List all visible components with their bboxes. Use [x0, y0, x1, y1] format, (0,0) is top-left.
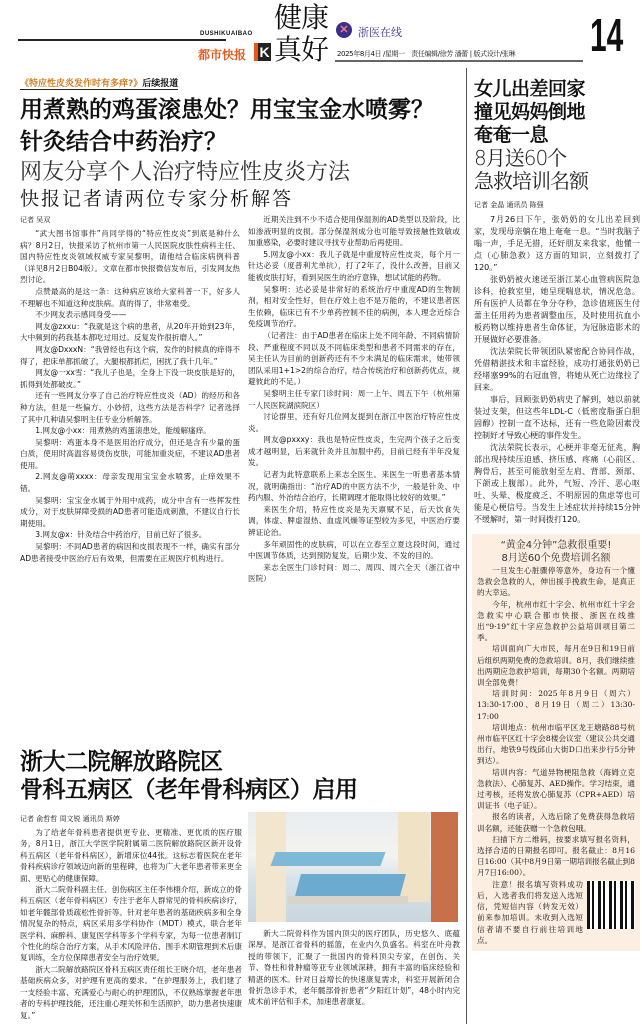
sidebar-content [472, 214, 640, 951]
dateline-rule [335, 60, 583, 62]
headline [20, 94, 465, 158]
paragraph: 讨论群里，还有好几位网友提到在浙江中医治疗特应性皮炎。 [248, 412, 460, 433]
paragraph: 来医生介绍，特应性皮炎是先天禀赋不足，后天饮食失调，体虚、脾虚湿热、血虚风燥等证型较为多见，中医治疗要辨证论治。 [248, 504, 460, 538]
paragraph: 今年，杭州市红十字会、杭州市红十字会急救实中心联合都市快报、浙医在线推出“9·19”红十字应急救护公益培训项目第二季。 [477, 599, 635, 643]
column-divider [466, 68, 467, 1024]
paragraph: 点赞最高的是这一条：这种病应该给大家科普一下，好多人不理解也不知道这种皮肤病。真的得了，非常难受。 [20, 286, 240, 308]
paragraph: 沈法荣院长带领团队紧密配合协同作战，凭借精湛技术和丰富经验，成功打通张奶奶已经堵塞99%的右冠血管，将她从死亡边缘拉了回来。 [474, 347, 640, 392]
paragraph: 不少网友表示感同身受—— [35, 310, 127, 320]
k-logo-icon: K [254, 43, 271, 61]
subheadline: 网友分享个人治疗特应性皮炎方法 [20, 160, 351, 185]
paragraph: 吴黎明：宝宝金水属于外用中成药，成分中含有一些挥发性成分，对于皮肤屏障受损的AD患者可能造成刺激，不建议自行长期使用。 [20, 495, 240, 528]
article-column [20, 228, 240, 564]
masthead-rule [18, 39, 226, 41]
kicker-suffix: 后续报道 [142, 79, 179, 89]
paragraph: 网友@pxxxy：我也是特应性皮炎，生完两个孩子之后变成才越明显，后来就针灸并且加服中药，目前已经有半年没复发。 [248, 435, 460, 468]
sidebar-subheadline [474, 147, 588, 193]
paragraph: 新大二院骨科作为国内顶尖的医疗团队，历史悠久、底蕴深厚，是浙江省骨科的摇篮，在业内久负盛名。科室在叶舟教授的带领下，汇聚了一批国内的骨科顶尖专家，在创伤、关节、脊柱和骨肿瘤等亚专业领域深耕，拥有丰富的临床经验和精湛的医术。针对日益增长的快速康复需求，科室开展新闭合骨折急诊手术，老年髋部骨折患者“夕阳红计划”，48小时内完成术前评估和手术，加速患者康复。 [248, 929, 460, 1007]
paragraph: 2.网友@萌xxxx：母亲发现用宝宝金水喷雾，止痒效果不错。 [20, 472, 240, 494]
qr-code-icon[interactable] [587, 881, 635, 929]
paragraph: 张奶奶被火速送至浙江某心血管病医院急诊科，抢救室里，她呈现喘息状，情况危急。所有医护人员都在争分夺秒，急诊值班医生付蕾主任用药为患者调整血压，及时使用抗血小板药物以维持患者生命体征，为冠脉造影术的开展做好必要准备。 [474, 275, 640, 344]
promo-subtitle: 8月送60个免费培训名额 [501, 553, 611, 564]
paragraph: 培训面向广大市民，每月在9日和19日前后组织两期免费的急救培训。8月，我们继续推出两期应急救护培训，每期30个名额。两期培训全部免费！ [477, 644, 635, 688]
paragraph: 培训地点：杭州市临平区龙王塘路88号杭州市临平区红十字会8楼会议室（建议公共交通出行，地铁9号线邱山大街D口出来步行5分钟到达）。 [477, 722, 635, 766]
byline-2: 记者 俞哲哲 周文锐 通讯员 斯婷 [20, 815, 120, 823]
promo-title: “黄金4分钟”急救很重要! [500, 540, 612, 551]
headline-line: 骨科五病区（老年骨科病区）启用 [20, 777, 358, 803]
dateline: 2025年8月4日 /星期一 责任编辑/徐芳 潘蕾 | 版式设计/张琳 [337, 50, 516, 58]
subheadline-line: 8月送60个 [474, 146, 567, 170]
paragraph: 沈法荣院长表示，心梗并非毫无征兆，胸部出现持续压迫感、挤压感、疼痛（心前区、胸骨后，甚至可能放射至左肩、背部、颈部、下颌或上腹部）。此外，气短、冷汗、恶心呕吐、头晕、极度疲乏、不明原因的焦虑等也可能是心梗信号。当发生上述症状并持续15分钟不缓解时，第一时间拨打120。 [474, 443, 640, 524]
paragraph: 网友@DxxxN：“我曾经也有这个病，发作的时候真的痒得不得了，把床单都抓破了，大腿根都抓烂，困扰了我十几年。” [20, 344, 240, 366]
paragraph: 事后，回顾张奶奶病史了解到，她以前就装过支架，但这些年LDL-C（低密度脂蛋白胆固醇）控制一直不达标，还有一些危险因素没控制好才导致心梗的事件发生。 [474, 395, 640, 440]
paragraph: 3.网友@x：针灸结合中药治疗，目前已好了很多。 [35, 530, 207, 540]
paragraph: 多年顽固性的皮肤病，可以在立春至立夏这段时间，通过中医调节体质，达到预防复发，后期少发、不发的目的。 [248, 539, 460, 561]
paragraph: 吴黎明：鸡蛋本身不是医用治疗成分，但还是含有少量的蛋白质，使用时高温容易烫伤皮肤，可能加重炎症，不建议AD患者使用。 [20, 437, 240, 470]
article-column [248, 214, 460, 585]
subheadline-line: 急救培训名额 [474, 169, 588, 193]
paragraph: 记者为此特意联系上来志全医生。来医生一听患者基本情况，就明确指出：“治疗AD的中医方法不少，一般是针灸、中药内服、外治结合治疗，长期调理才能取得比较好的效果。” [248, 470, 460, 503]
article-column [20, 827, 242, 1021]
sidebar-byline: 记者 金晶 通讯员 陈强 [474, 201, 544, 209]
kicker-series: 《特应性皮炎发作时有多痒?》 [20, 79, 143, 89]
paragraph: 吴黎明主任专家门诊时间：周一上午、周五下午（杭州第一人民医院湖滨院区） [248, 388, 460, 410]
paragraph: “武大图书馆事件”肖同学得的“特应性皮炎”到底是种什么病？8月2日，快报采访了杭州市第一人民医院皮肤性病科主任、国内特应性皮炎领域权威专家吴黎明，请他结合临床病例科普（详见8月2日B04版）。文章在都市快报微信发布后，引发网友热烈讨论。 [20, 229, 240, 285]
paragraph: 来志全医生门诊时间：周二、周四、周六全天（浙江省中医院） [248, 562, 460, 584]
paragraph: 报名的读者，入选后除了免费获得急救培训名额，还能获赠一个急救包哦。 [477, 812, 635, 833]
paragraph: 注意！报名填写资料成功后，入选者我们将发送入选短信，凭短信内容（转发无效）前来参加培训。未收到入选短信者请不要自行前往培训地点。 [477, 879, 583, 945]
paragraph: （记者注：由于AD患者在临床上处不同年龄、不同病情阶段、严重程度不同以及不同临床类型和患者不同需求的存在，吴主任认为目前的创新药还有不少未满足的临床需求，她带领团队采用1+1>2的综合治疗，结合传统治疗和创新药优点，规避彼此的不足。） [248, 330, 460, 387]
headline-2 [20, 748, 358, 804]
partner-logo-icon: ✕ [336, 22, 352, 38]
paragraph: 网友@一xx雪：“我儿子也是，全身上下没一块皮肤是好的，抓得到处都破皮。” [20, 368, 240, 389]
kicker [20, 76, 178, 90]
byline: 记者 吴双 [20, 216, 51, 224]
paragraph: 为了给老年骨科患者提供更专业、更精准、更优质的医疗服务，8月1日，浙江大学医学院附属第二医院解放路院区新开设骨科五病区（老年骨科病区），新增床位44张。这标志着医院在老年骨科疾病诊疗领域迈向新的里程碑，也将为广大老年患者带来更全面、更贴心的健康保障。 [20, 828, 242, 883]
page-number: 14 [590, 9, 624, 61]
headline-line: 针灸结合中药治疗？ [20, 129, 227, 155]
ward-photo [248, 812, 458, 922]
paragraph: 培训时间：2025年8月9日（周六）13:30-17:00、8月19日（周二）13:30-17:00 [477, 689, 635, 721]
paragraph: 1.网友@小xx：用煮熟的鸡蛋滚患处，能缓解瘙痒。 [35, 426, 211, 436]
paragraph: 浙大二院解放路院区骨科五病区责任组长王晓介绍，老年患者基础疾病众多，对护理有更高的要求。“在护理服务上，我们建了一支经验丰富、充满爱心与耐心的护理团队，不仅熟练掌握老年患者的专科护理技能，还注重心理关怀和生活照护，助力患者快速康复。” [20, 964, 242, 1020]
partner-name: 浙医在线 [358, 26, 402, 39]
paragraph: 5.网友@小xx：我儿子就是中重度特应性皮炎，每个月一针达必妥（度普利尤单抗），打了2年了，没什么改善，目前又能被皮肤打好，看到吴医生的治疗意锋，想试试能的药物。 [248, 249, 460, 282]
sidebar-body [472, 214, 640, 526]
paragraph: 培训内容：气道异物梗阻急救（海姆立克急救法）、心肺复苏、AED操作。学习结束，通过考核，还将发放心肺复苏（CPR+AED）培训证书（电子证）。 [477, 767, 635, 811]
paragraph: 7月26日下午，张奶奶的女儿出差回到家，发现母亲躺在地上奄奄一息。“当时我脑子嗡一声，手足无措，还好朋友来我家，他懂一点（心肺急救）这方面的知识，立刻拨打了120。” [474, 215, 640, 272]
headline-line: 撞见妈妈倒地 [474, 101, 586, 123]
sidebar-headline [474, 78, 585, 147]
masthead-name: 都市快报 [198, 48, 247, 62]
article-column [248, 928, 460, 1008]
paragraph: 一旦发生心脏骤停等意外，身边有一个懂急救会急救的人，伸出援手挽救生命，是真正的大幸运。 [477, 566, 635, 598]
paragraph: 扫描下方二维码，按要求填写报名资料，选择合适的日期报名即可。报名截止：8月16日16:00（其中8月9日第一期培训报名截止到8月7日16:00）。 [477, 834, 635, 878]
paragraph: 还有一些网友分享了自己治疗特应性皮炎（AD）的经历和各种方法，但是一些偏方、小妙招，这些方法是否科学？记者选择了其中几种请吴黎明主任专业分析解答。 [20, 391, 240, 424]
paragraph: 吴黎明：不同AD患者的病因和皮损表现不一样，确实有部分AD患者接受中医治疗后有效果，但需要在正规医疗机构进行。 [20, 542, 240, 563]
headline-line: 奄奄一息 [474, 124, 549, 146]
headline-line: 浙大二院解放路院区 [20, 749, 223, 775]
paragraph: 浙大二院骨科副主任、创伤病区主任李伟栩介绍，新成立的骨科五病区（老年骨科病区）专注于老年人群常见的骨科疾病诊疗，如老年髋部骨质疏松性骨折等。针对老年患者的基础疾病多和全身情况复杂的特点，病区采用多学科协作（MDT）模式，联合老年医学科、麻醉科、康复医学科等多个学科专家，为每一位患者制订个性化的综合治疗方案，从手术风险评估、围手术期管理到术后康复训练，全方位保障患者安全与治疗效果。 [20, 885, 242, 963]
paragraph: 近期关注到不少不适合使用保湿剂的AD类型以及阶段，比如渗液明显的皮损。部分保湿剂成分也可能导致接触性致敏或加重感染，必要时建议寻找专业帮助后再使用。 [248, 215, 460, 248]
section-title: 健康真好 [274, 1, 329, 66]
masthead-en: DUSHIKUAIBAO [200, 31, 253, 37]
paragraph: 吴黎明：达必妥是非常好的系统治疗中重度AD的生物制剂，相对安全性好，但在疗效上也不是万能的，不建议患者医生依赖，临床已有不少单药控制不佳的病例，本人理念近综合免疫调节治疗。 [248, 284, 460, 329]
headline-line: 用煮熟的鸡蛋滚患处？用宝宝金水喷雾？ [20, 97, 434, 123]
headline-line: 女儿出差回家 [474, 78, 586, 100]
promo-box [472, 534, 640, 951]
subheadline-2: 快报记者请两位专家分析解答 [20, 188, 294, 210]
paragraph: 网友@zxxu：“我就是这个病的患者，从20年开始到23年，大中频到的药我基本都吃过用过。反复发作很折磨人。” [20, 321, 240, 343]
